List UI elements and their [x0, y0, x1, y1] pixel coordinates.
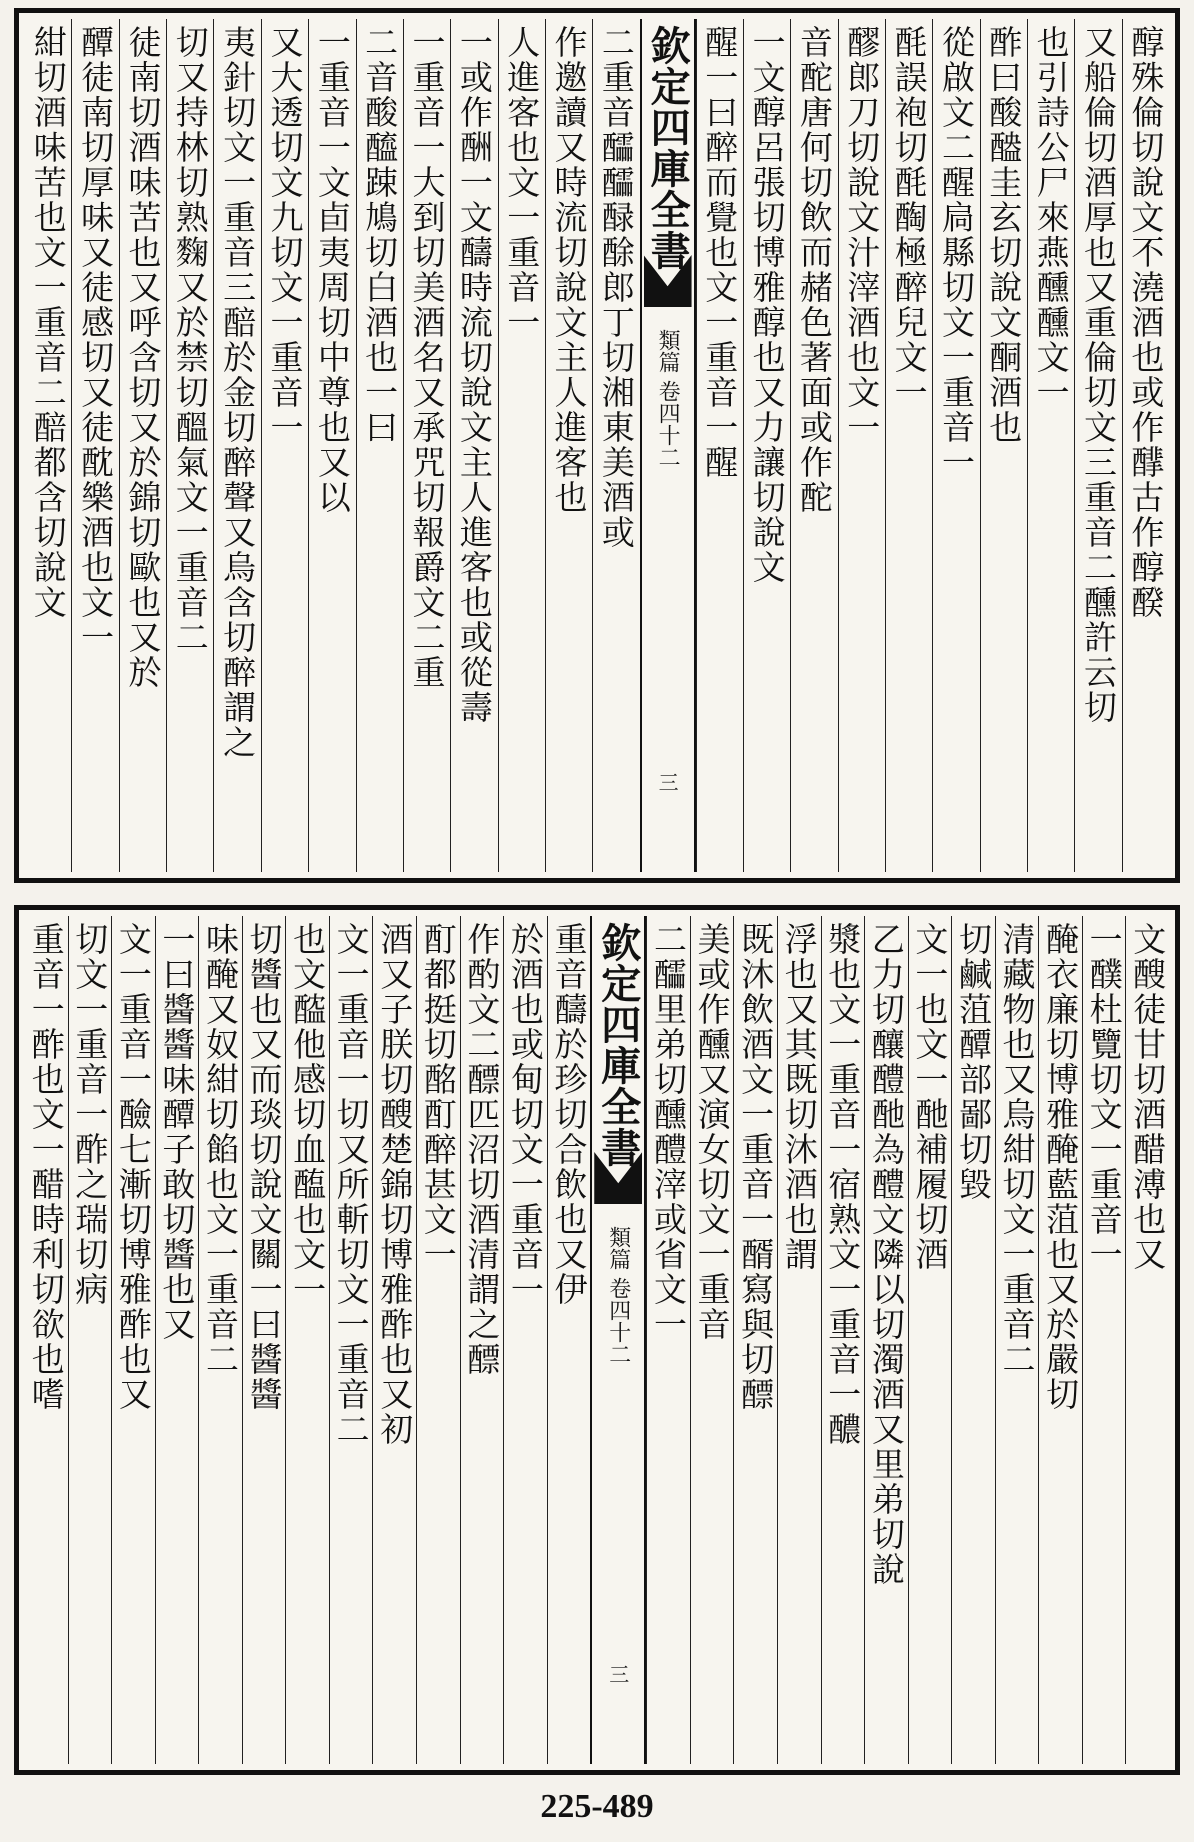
text-column	[372, 916, 416, 1764]
text-column	[25, 916, 68, 1764]
column-text: 味醃又奴紺切餡也文一重音二	[200, 922, 240, 1377]
leaf-number	[592, 1664, 644, 1684]
text-column	[777, 916, 821, 1764]
column-text: 切鹹菹醰部鄙切毀	[953, 922, 993, 1202]
text-column	[111, 916, 155, 1764]
text-column	[119, 19, 166, 872]
text-column	[821, 916, 865, 1764]
column-text: 於酒也或甸切文一重音一	[505, 922, 545, 1307]
column-text: 一重音一文卣夷周切中尊也又以	[312, 25, 352, 515]
column-text: 一曰醬醬味醰子敢切醬也又	[157, 922, 197, 1342]
column-text: 醒一曰醉而覺也文一重音一醒	[700, 25, 740, 480]
text-column	[1082, 916, 1126, 1764]
column-text: 作邀讀又時流切說文主人進客也	[549, 25, 589, 515]
column-text: 酢曰酸醠圭玄切說文酮酒也	[984, 25, 1024, 445]
text-column	[68, 916, 112, 1764]
column-text: 重音一酢也文一醋時利切欲也嗜	[26, 922, 66, 1412]
column-text: 切文一重音一酢之瑞切病	[70, 922, 110, 1307]
text-column	[980, 19, 1027, 872]
text-column	[885, 19, 932, 872]
text-column	[547, 916, 591, 1764]
column-text: 一文醇呂張切博雅醇也又力讓切說文	[747, 25, 787, 585]
column-text: 清藏物也又烏紺切文一重音二	[997, 922, 1037, 1377]
column-text: 徒南切酒味苦也又呼含切又於錦切歐也又於	[123, 25, 163, 690]
center-fold-column	[640, 19, 696, 872]
bottom-text-columns	[25, 916, 1169, 1764]
text-column	[25, 19, 71, 872]
column-text: 二醽里弟切醺醴滓或省文一	[649, 922, 689, 1342]
center-fold-column	[590, 916, 646, 1764]
column-text: 從啟文二醒扃縣切文一重音一	[936, 25, 976, 480]
column-text: 又船倫切酒厚也又重倫切文三重音二醺許云切	[1078, 25, 1118, 725]
text-column	[838, 19, 885, 872]
text-column	[1027, 19, 1074, 872]
column-text: 酕誤袍切酕醄極醉兒文一	[889, 25, 929, 410]
category-volume	[592, 1226, 644, 1365]
leaf-number	[642, 772, 694, 792]
column-text: 文一重音一醶七漸切博雅酢也又	[113, 922, 153, 1412]
text-column	[1125, 916, 1169, 1764]
column-text: 文一重音一切又所斬切文一重音二	[331, 922, 371, 1447]
text-column	[951, 916, 995, 1764]
text-column	[242, 916, 286, 1764]
text-column	[498, 19, 545, 872]
text-column	[198, 916, 242, 1764]
column-text: 作酌文二醥匹沼切酒清謂之醥	[462, 922, 502, 1377]
column-text: 紺切酒味苦也文一重音二醅都含切說文	[28, 25, 68, 620]
column-text: 既沐飲酒文一重音一醑寫與切醥	[736, 922, 776, 1412]
category-volume-text: 類篇 卷四十二	[605, 1226, 631, 1365]
text-column	[503, 916, 547, 1764]
text-column	[790, 19, 837, 872]
text-column	[308, 19, 355, 872]
text-column	[1038, 916, 1082, 1764]
text-column	[932, 19, 979, 872]
text-column	[908, 916, 952, 1764]
category-volume-text: 類篇 卷四十二	[655, 329, 681, 468]
category-volume	[642, 329, 694, 468]
text-column	[261, 19, 308, 872]
text-column	[864, 916, 908, 1764]
column-text: 夷針切文一重音三醅於金切醉聲又烏含切醉謂之	[218, 25, 258, 760]
column-text: 醪郎刀切說文汁滓酒也文一	[842, 25, 882, 445]
text-column	[155, 916, 199, 1764]
book-title-text: 欽定四庫全書	[644, 25, 692, 271]
book-title	[592, 922, 644, 1168]
page-number: 225-489	[540, 1788, 654, 1825]
text-column	[545, 19, 592, 872]
text-column	[416, 916, 460, 1764]
text-column	[460, 916, 504, 1764]
text-column	[743, 19, 790, 872]
column-text: 音酡唐何切飲而赭色著面或作酡	[794, 25, 834, 515]
column-text: 醰徒南切厚味又徒感切又徒酖樂酒也文一	[76, 25, 116, 655]
leaf-number-text: 三	[655, 772, 680, 792]
column-text: 也引詩公尸來燕醺醺文一	[1031, 25, 1071, 410]
top-text-columns	[25, 19, 1169, 872]
text-column	[166, 19, 213, 872]
column-text: 文醙徒甘切酒醋溥也又	[1128, 922, 1168, 1272]
column-text: 乙力切釀醴酏為醴文隣以切濁酒又里弟切說	[866, 922, 906, 1587]
text-column	[285, 916, 329, 1764]
leaf-number-text: 三	[605, 1664, 630, 1684]
column-text: 切醬也又而琰切說文關一曰醬醬	[244, 922, 284, 1412]
column-text: 切又持林切熟麴又於禁切醞氣文一重音二	[170, 25, 210, 655]
column-text: 又大透切文九切文一重音一	[265, 25, 305, 445]
bottom-page-panel	[14, 905, 1180, 1775]
text-column	[356, 19, 403, 872]
column-text: 醇殊倫切說文不澆酒也或作䤏古作醇䤆	[1126, 25, 1166, 620]
text-column	[329, 916, 373, 1764]
column-text: 醃衣廉切博雅醃藍菹也又於嚴切	[1041, 922, 1081, 1412]
column-text: 文一也文一酏補履切酒	[910, 922, 950, 1272]
column-text: 重音醻於珍切合飲也又伊	[549, 922, 589, 1307]
text-column	[403, 19, 450, 872]
column-text: 一或作酬一文醻時流切說文主人進客也或從壽	[454, 25, 494, 725]
column-text: 美或作醺又演女切文一重音	[692, 922, 732, 1342]
column-text: 酊都挺切酩酊醉甚文一	[418, 922, 458, 1272]
text-column	[690, 916, 734, 1764]
text-column	[592, 19, 639, 872]
text-column	[733, 916, 777, 1764]
column-text: 一醭杜覽切文一重音一	[1084, 922, 1124, 1272]
column-text: 漿也文一重音一宿熟文一重音一醲	[823, 922, 863, 1447]
text-column	[995, 916, 1039, 1764]
text-column	[213, 19, 260, 872]
text-column	[646, 916, 690, 1764]
text-column	[1122, 19, 1169, 872]
top-page-panel	[14, 8, 1180, 883]
column-text: 人進客也文一重音一	[502, 25, 542, 340]
text-column	[696, 19, 743, 872]
column-text: 酒又子朕切醙楚錦切博雅酢也又初	[375, 922, 415, 1447]
column-text: 也文醓他感切血醢也文一	[288, 922, 328, 1307]
column-text: 浮也又其既切沐酒也謂	[779, 922, 819, 1272]
text-column	[1074, 19, 1121, 872]
book-title-text: 欽定四庫全書	[594, 922, 642, 1168]
text-column	[450, 19, 497, 872]
book-title	[642, 25, 694, 271]
column-text: 一重音一大到切美酒名又承咒切報爵文二重	[407, 25, 447, 690]
column-text: 二重音醽醽醁酴郎丁切湘東美酒或	[596, 25, 636, 550]
text-column	[71, 19, 118, 872]
column-text: 二音酸醯踈鳩切白酒也一曰	[360, 25, 400, 445]
